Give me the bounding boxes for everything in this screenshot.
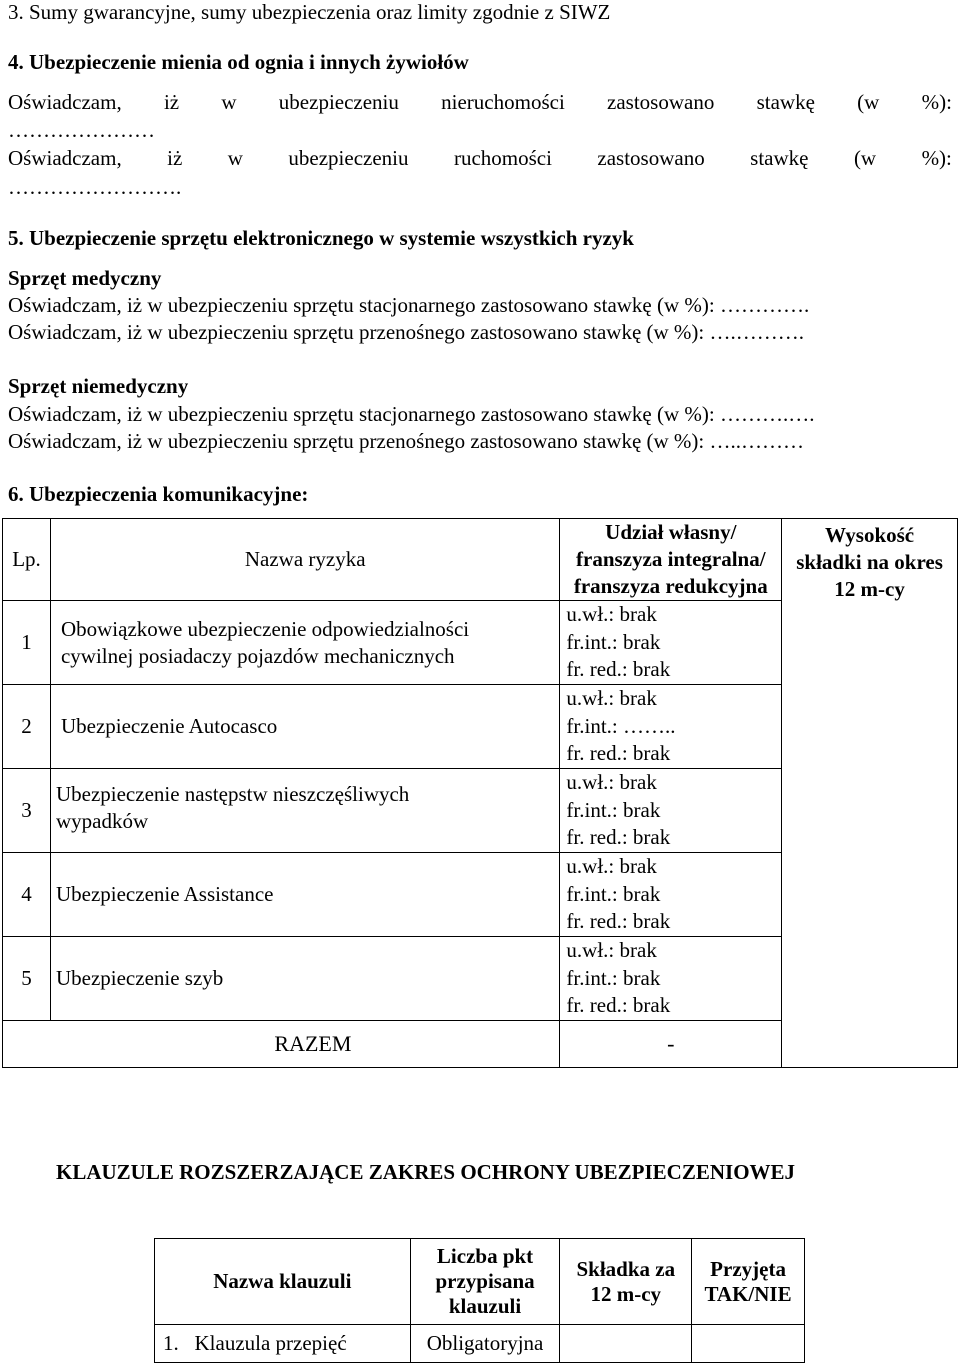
header-points — [410, 1239, 560, 1325]
header-premium-line: 12 m-cy — [834, 577, 905, 601]
medical-stationary-line: Oświadczam, iż w ubezpieczeniu sprzętu stacjonarnego zastosowano stawkę (w %): …………. — [8, 293, 810, 317]
header-deductible-line: franszyza redukcyjna — [573, 574, 768, 598]
word: zastosowano — [607, 90, 715, 114]
row-lp: 1 — [3, 601, 51, 685]
row-deductible — [560, 601, 782, 685]
deductible-line: u.wł.: brak — [566, 770, 657, 795]
header-points-line: Liczba pkt — [436, 1244, 534, 1268]
row-risk-name — [50, 937, 559, 1021]
word: ruchomości — [453, 146, 552, 170]
deductible-line: u.wł.: brak — [566, 686, 657, 711]
risk-name-line: Ubezpieczenie następstw nieszczęśliwych — [55, 782, 410, 806]
risk-name-line: Obowiązkowe ubezpieczenie odpowiedzialności — [60, 616, 470, 641]
risk-name-line: Ubezpieczenie Assistance — [55, 882, 274, 906]
row-lp: 4 — [3, 853, 51, 937]
word: nieruchomości — [441, 90, 565, 114]
risk-name-line: Ubezpieczenie Autocasco — [60, 714, 278, 738]
deductible-line: fr.int.: brak — [566, 965, 661, 990]
word: Oświadczam, — [8, 146, 122, 170]
row-deductible — [560, 937, 782, 1021]
total-value: - — [560, 1021, 782, 1068]
word: w — [221, 90, 237, 114]
row-lp: 2 — [3, 685, 51, 769]
deductible-line: fr. red.: brak — [566, 993, 671, 1018]
header-points-line: przypisana — [435, 1269, 535, 1293]
clause-accepted[interactable] — [692, 1325, 805, 1363]
header-clause-name: Nazwa klauzuli — [155, 1239, 411, 1325]
nonmedical-portable-line: Oświadczam, iż w ubezpieczeniu sprzętu przenośnego zastosowano stawkę (w %): …..……… — [8, 429, 804, 453]
word: iż — [163, 90, 180, 114]
deductible-line: fr. red.: brak — [566, 741, 671, 766]
row-deductible — [560, 685, 782, 769]
deductible-line: fr. red.: brak — [566, 657, 671, 682]
section-4-line-1-dots: ………………… — [8, 118, 155, 142]
deductible-line: u.wł.: brak — [566, 854, 657, 879]
nonmedical-stationary-line: Oświadczam, iż w ubezpieczeniu sprzętu stacjonarnego zastosowano stawkę (w %): ……….…. — [8, 402, 815, 426]
header-points-line: klauzuli — [448, 1294, 522, 1318]
word: %): — [921, 90, 952, 114]
deductible-line: fr.int.: brak — [566, 881, 661, 906]
section-4-line-2 — [8, 146, 952, 170]
header-premium — [782, 519, 958, 1068]
clause-premium[interactable] — [560, 1325, 692, 1363]
section-4-title: 4. Ubezpieczenie mienia od ognia i innych żywiołów — [8, 50, 469, 74]
word: iż — [167, 146, 183, 170]
row-lp: 5 — [3, 937, 51, 1021]
medical-heading: Sprzęt medyczny — [8, 266, 162, 290]
word: Oświadczam, — [8, 90, 122, 114]
row-lp: 3 — [3, 769, 51, 853]
word: w — [227, 146, 243, 170]
word: stawkę — [750, 146, 809, 170]
risk-name-line: wypadków — [55, 809, 149, 833]
clauses-header-row — [155, 1239, 805, 1325]
deductible-line: u.wł.: brak — [566, 938, 657, 963]
header-premium-line: 12 m-cy — [590, 1281, 662, 1306]
deductible-line: fr.int.: …….. — [566, 713, 676, 738]
header-accepted-line: Przyjęta — [710, 1256, 786, 1281]
row-risk-name — [50, 769, 559, 853]
word: (w — [857, 90, 880, 114]
deductible-line: u.wł.: brak — [566, 602, 657, 627]
deductible-line: fr. red.: brak — [566, 909, 671, 934]
nonmedical-heading: Sprzęt niemedyczny — [8, 374, 189, 398]
header-accepted — [692, 1239, 805, 1325]
row-deductible — [560, 769, 782, 853]
total-label: RAZEM — [3, 1021, 560, 1068]
word: stawkę — [756, 90, 815, 114]
row-risk-name — [50, 685, 559, 769]
header-premium-line: Składka za — [576, 1256, 676, 1281]
header-deductible-line: Udział własny/ — [605, 520, 737, 544]
vehicle-insurance-table — [2, 518, 958, 1068]
row-risk-name — [50, 853, 559, 937]
section-5-title: 5. Ubezpieczenie sprzętu elektronicznego w systemie wszystkich ryzyk — [8, 226, 634, 250]
medical-portable-line: Oświadczam, iż w ubezpieczeniu sprzętu przenośnego zastosowano stawkę (w %): ….………. — [8, 320, 804, 344]
word: %): — [921, 146, 952, 170]
header-accepted-line: TAK/NIE — [704, 1281, 792, 1306]
table-row — [155, 1325, 805, 1363]
deductible-line: fr. red.: brak — [566, 825, 671, 850]
clause-points: Obligatoryjna — [410, 1325, 560, 1363]
header-deductible-line: franszyza integralna/ — [576, 547, 766, 571]
header-clause-premium — [560, 1239, 692, 1325]
table-header-row — [3, 519, 958, 601]
clause-name: 1. Klauzula przepięć — [155, 1325, 411, 1363]
deductible-line: fr.int.: brak — [566, 797, 661, 822]
section-4-line-2-dots: ……………………. — [8, 175, 182, 199]
header-premium-line: Wysokość — [825, 523, 915, 547]
section-3-text: 3. Sumy gwarancyjne, sumy ubezpieczenia oraz limity zgodnie z SIWZ — [8, 0, 611, 24]
row-risk-name — [50, 601, 559, 685]
word: (w — [853, 146, 877, 170]
clauses-table — [154, 1238, 805, 1363]
row-deductible — [560, 853, 782, 937]
header-premium-line: składki na okres — [796, 550, 943, 574]
clauses-title: KLAUZULE ROZSZERZAJĄCE ZAKRES OCHRONY UBEZPIECZENIOWEJ — [56, 1160, 796, 1184]
section-6-title: 6. Ubezpieczenia komunikacyjne: — [8, 482, 309, 506]
header-risk-name: Nazwa ryzyka — [50, 519, 559, 601]
word: zastosowano — [597, 146, 705, 170]
header-deductible — [560, 519, 782, 601]
deductible-line: fr.int.: brak — [566, 629, 661, 654]
word: ubezpieczeniu — [288, 146, 409, 170]
section-4-line-1 — [8, 90, 952, 114]
risk-name-line: cywilnej posiadaczy pojazdów mechanicznych — [60, 643, 455, 668]
risk-name-line: Ubezpieczenie szyb — [55, 966, 224, 990]
word: ubezpieczeniu — [278, 90, 399, 114]
header-lp: Lp. — [3, 519, 51, 601]
